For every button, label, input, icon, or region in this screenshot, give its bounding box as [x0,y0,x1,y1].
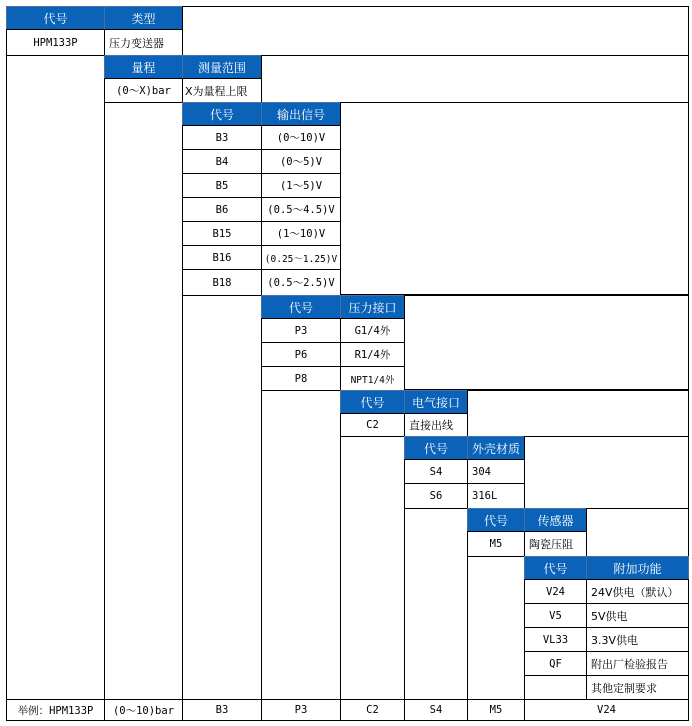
output-signal: (0～5)V [261,149,341,174]
housing-code-header: 代号 [404,436,468,460]
spine-col5 [340,436,405,700]
example-range: (0～10)bar [104,699,183,721]
level3-blank [340,102,689,295]
output-code: B3 [182,125,262,150]
pressure-port: NPT1/4外 [340,366,405,391]
level2-blank [261,55,689,103]
range-note: X为量程上限 [182,78,262,103]
output-signal: (0～10)V [261,125,341,150]
electrical-code: C2 [340,413,405,437]
extra-function: 附出厂检验报告 [586,651,689,676]
sensor-code-header: 代号 [467,508,525,532]
output-code: B15 [182,221,262,246]
extra-function: 24V供电（默认） [586,579,689,604]
scope-header: 测量范围 [182,55,262,79]
electrical-port-header: 电气接口 [404,390,468,414]
level7-blank [586,508,689,557]
extra-code [524,675,587,701]
extra-function: 5V供电 [586,603,689,628]
output-signal: (1～5)V [261,173,341,198]
spine-col3 [182,295,262,700]
example-pressure: P3 [261,699,341,721]
extra-code: V24 [524,579,587,604]
pressure-port: R1/4外 [340,342,405,367]
output-signal: (0.25～1.25)V [261,245,341,270]
electrical-code-header: 代号 [340,390,405,414]
output-code: B5 [182,173,262,198]
pressure-code-header: 代号 [261,295,341,319]
example-output: B3 [182,699,262,721]
output-code: B16 [182,245,262,270]
sensor-value: 陶瓷压阻 [524,531,587,557]
output-code-header: 代号 [182,102,262,126]
output-signal: (0.5～4.5)V [261,197,341,222]
type-header: 类型 [104,6,183,30]
housing-material: 304 [467,459,525,484]
model-code-value: HPM133P [6,29,105,56]
extra-function-header: 附加功能 [586,556,689,580]
pressure-code: P8 [261,366,341,391]
example-electrical: C2 [340,699,405,721]
extra-function: 其他定制要求 [586,675,689,701]
spine-col6 [404,508,468,700]
output-signal-header: 输出信号 [261,102,341,126]
extra-function: 3.3V供电 [586,627,689,652]
example-sensor: M5 [467,699,525,721]
housing-code: S4 [404,459,468,484]
range-value: (0～X)bar [104,78,183,103]
extra-code: V5 [524,603,587,628]
spine-col1 [6,55,105,700]
example-housing: S4 [404,699,468,721]
pressure-code: P3 [261,318,341,343]
output-code: B6 [182,197,262,222]
example-label: 举例：HPM133P [6,699,105,721]
extra-code: QF [524,651,587,676]
output-signal: (0.5～2.5)V [261,269,341,296]
level5-blank [467,390,689,437]
spine-col2 [104,102,183,700]
example-extra: V24 [524,699,689,721]
output-signal: (1～10)V [261,221,341,246]
pressure-port: G1/4外 [340,318,405,343]
level6-blank [524,436,689,509]
type-value: 压力变送器 [104,29,183,56]
level4-blank [404,295,689,390]
model-code-header: 代号 [6,6,105,30]
electrical-port: 直接出线 [404,413,468,437]
sensor-header: 传感器 [524,508,587,532]
output-code: B18 [182,269,262,296]
pressure-port-header: 压力接口 [340,295,405,319]
spine-col7 [467,556,525,700]
sensor-code: M5 [467,531,525,557]
extra-code-header: 代号 [524,556,587,580]
housing-code: S6 [404,483,468,509]
output-code: B4 [182,149,262,174]
spine-col4 [261,390,341,700]
extra-code: VL33 [524,627,587,652]
housing-material: 316L [467,483,525,509]
range-header: 量程 [104,55,183,79]
pressure-code: P6 [261,342,341,367]
level1-blank [182,6,689,56]
housing-material-header: 外壳材质 [467,436,525,460]
